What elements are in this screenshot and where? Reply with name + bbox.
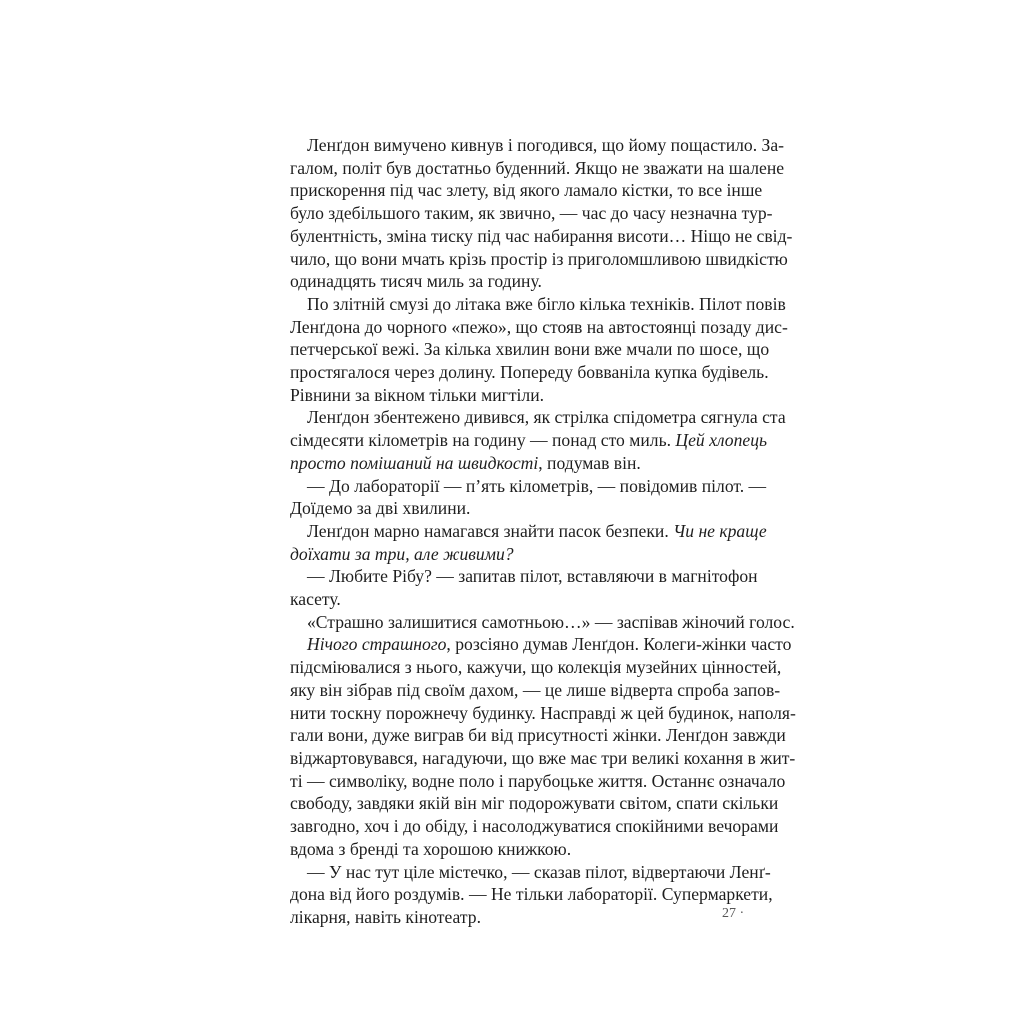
text-line: Рівнини за вікном тільки мигтіли.	[290, 384, 545, 405]
paragraph	[273, 565, 758, 610]
text-line: ті — символіку, водне поло і парубоцьке життя. Останнє означало	[290, 770, 786, 791]
text-line: сімдесяти кілометрів на годину — понад сто миль. Цей хлопець	[290, 430, 768, 451]
text-line: віджартовувався, нагадуючи, що вже має три великі кохання в жит-	[290, 747, 796, 768]
text-line: касету.	[290, 589, 341, 610]
paragraph	[273, 861, 773, 929]
text-line: — Любите Рібу? — запитав пілот, вставляючи в магнітофон	[307, 566, 758, 587]
text-line: Нічого страшного, розсіяно думав Ленґдон. Колеги-жінки часто	[307, 634, 792, 655]
text-line: гали вони, дуже виграв би від присутності жінки. Ленґдон завжди	[290, 725, 786, 746]
paragraph	[273, 293, 788, 407]
text-line: завгодно, хоч і до обіду, і насолоджуватися спокійними вечорами	[290, 816, 779, 837]
italic-text: доїхати за три, але живими?	[290, 543, 514, 564]
text-line: — До лабораторії — п’ять кілометрів, — повідомив пілот. —	[307, 475, 767, 496]
text-line: Ленґдон збентежено дивився, як стрілка спідометра сягнула ста	[307, 407, 786, 428]
paragraph	[273, 134, 793, 293]
text-line	[273, 543, 752, 566]
text-line: — У нас тут ціле містечко, — сказав пілот, відвертаючи Ленґ-	[307, 861, 771, 882]
text-line: Ленґдон вимучено кивнув і погодився, що йому пощастило. За-	[307, 135, 785, 155]
paragraph	[273, 520, 767, 565]
text-line: лікарня, навіть кінотеатр.	[290, 906, 481, 927]
book-page-text	[273, 134, 796, 929]
italic-text: Цей хлопець	[675, 430, 768, 451]
text-line: По злітній смузі до літака вже бігло кілька техніків. Пілот повів	[307, 293, 786, 314]
paragraph	[273, 611, 795, 634]
text-line: дона від його роздумів. — Не тільки лабораторії. Супермаркети,	[290, 884, 773, 905]
text-line: нити тоскну порожнечу будинку. Насправді ж цей будинок, наполя-	[290, 702, 796, 723]
text-line: прискорення під час злету, від якого ламало кістки, то все інше	[290, 180, 763, 201]
page-number: 27 ·	[722, 906, 745, 921]
text-line: Ленґдон марно намагався знайти пасок безпеки. Чи не краще	[307, 520, 767, 541]
text-line: «Страшно залишитися самотньою…» — заспівав жіночий голос.	[307, 611, 795, 632]
paragraph	[273, 475, 767, 520]
text-line: галом, політ був достатньо буденний. Якщо не зважати на шалене	[290, 157, 785, 178]
text-line: чило, що вони мчать крізь простір із приголомшливою швидкістю	[290, 248, 788, 269]
text-line: підсміювалися з нього, кажучи, що колекція музейних цінностей,	[290, 657, 782, 678]
paragraph	[273, 406, 786, 474]
text-line: петчерської вежі. За кілька хвилин вони вже мчали по шосе, що	[290, 339, 770, 360]
italic-text: просто помішаний на швидкості	[290, 452, 539, 473]
text-line: простягалося через долину. Попереду бовваніла купка будівель.	[290, 362, 769, 383]
text-line: вдома з бренді та хорошою книжкою.	[290, 838, 572, 859]
text-line: булентність, зміна тиску під час набирання висоти… Ніщо не свід-	[290, 225, 793, 246]
text-line: просто помішаний на швидкості, подумав він.	[290, 452, 641, 473]
paragraph	[273, 633, 796, 860]
italic-text: Чи не краще	[673, 520, 767, 541]
italic-text: Нічого страшного	[307, 634, 447, 655]
text-line: яку він зібрав під своїм дахом, — це лише відверта спроба запов-	[290, 679, 781, 700]
text-line: Ленґдона до чорного «пежо», що стояв на автостоянці позаду дис-	[290, 316, 788, 337]
text-line: Доїдемо за дві хвилини.	[290, 498, 471, 519]
text-line: одинадцять тисяч миль за годину.	[290, 271, 542, 292]
text-line: свободу, завдяки якій він міг подорожувати світом, спати скільки	[290, 793, 779, 814]
text-line: було здебільшого таким, як звично, — час до часу незначна тур-	[290, 203, 773, 224]
